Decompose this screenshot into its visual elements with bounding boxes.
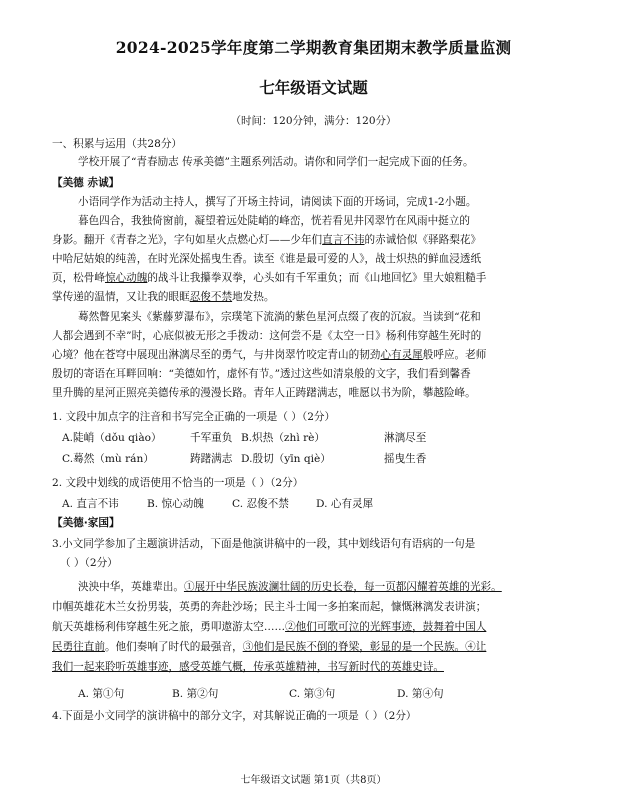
passage-line: 中哈尼姑娘的纯善，在时光深处摇曳生香。读至《谁是最可爱的人》，战士炽热的鲜血浸透纸 [52, 253, 482, 265]
page-footer: 七年级语文试题 第1页（共8页） [240, 775, 387, 786]
passage-text: 航天英雄杨利伟穿越生死之旅，勇叩遨游太空…… [52, 621, 286, 633]
q2-option-b: B. 惊心动魄 [147, 498, 204, 510]
passage-line [52, 662, 444, 673]
passage-text: 身影。翻开《青春之光》，字句如星火点燃心灯——少年们 [52, 234, 323, 246]
passage-text: 地发热。 [232, 291, 275, 303]
passage-line [52, 350, 486, 361]
passage-line [78, 582, 502, 593]
exam-meta: （时间：120分钟，满分：120分） [230, 115, 397, 127]
q2-option-a: A. 直言不讳 [62, 498, 119, 510]
section-intro: 学校开展了“青春励志 传承美德”主题系列活动。请你和同学们一起完成下面的任务。 [78, 156, 474, 168]
q1-option-c: C.蓦然（mù rán） [62, 453, 154, 465]
passage-line [52, 273, 486, 284]
passage-text: 的赤诚恰似《驿路梨花》 [364, 234, 482, 246]
q1-option-c-word: 踌躇满志 [190, 453, 233, 465]
passage-line [52, 292, 274, 303]
question-3-stem: 3.小文同学参加了主题演讲活动，下面是他演讲稿中的一段，其中划线语句有语病的一句是 [52, 538, 476, 550]
passage-text: 心境？他在苍穹中展现出淋漓尽至的勇气，与井岗翠竹咬定青山的韧劲 [52, 349, 381, 361]
q2-option-c: C. 忍俊不禁 [232, 498, 289, 510]
exam-subtitle: 七年级语文试题 [259, 78, 368, 97]
underlined-idiom: 惊心动魄 [104, 272, 148, 284]
passage-line [52, 642, 486, 653]
passage-line: 里升腾的星河正照亮美德传承的漫漫长路。青年人正踌躇满志，唯愿以书为阶，攀越险峰。 [52, 387, 476, 399]
underlined-sentence: 我们一起来聆听英雄事迹，感受英雄气概，传承英雄精神，书写新时代的英雄史诗。 [52, 661, 444, 673]
question-2-stem: 2. 文段中划线的成语使用不恰当的一项是（ ）（2分） [52, 477, 304, 489]
section-tag-family-country: 【美德·家国】 [52, 517, 120, 529]
passage-text: 的战斗让我攥拳双拳，心头如有千军重负；而《山地回忆》里大娘粗糙手 [147, 272, 487, 284]
passage-line: 人都会遇到不幸”时，心底似被无形之手拨动：这何尝不是《太空一日》杨利伟穿越生死时的 [52, 330, 482, 342]
underlined-sentence: ②他们可歌可泣的光辉事迹，鼓舞着中国人 [285, 621, 487, 633]
passage-line: 暮色四合，我独倚窗前，凝望着远处陡峭的峰峦，恍若看见井冈翠竹在风雨中挺立的 [78, 215, 470, 227]
q1-option-d: D.殷切（yīn qiè） [241, 453, 331, 465]
underlined-idiom: 忍俊不禁 [189, 291, 233, 303]
passage-line [52, 235, 481, 246]
passage-text: 掌传递的温情，又让我的眼眶 [52, 291, 190, 303]
passage-line [52, 622, 486, 633]
task-instruction: 小语同学作为活动主持人，撰写了开场主持词，请阅读下面的开场词，完成1-2小题。 [78, 196, 477, 208]
q1-option-a: A.陡峭（dǒu qiào） [62, 432, 162, 444]
exam-title: 2024-2025学年度第二学期教育集团期末教学质量监测 [115, 38, 512, 57]
question-1-stem: 1. 文段中加点字的注音和书写完全正确的一项是（ ）（2分） [52, 411, 336, 423]
underlined-idiom: 心有灵犀 [380, 349, 423, 361]
passage-line: 蓦然瞥见案头《紫藤萝瀑布》，宗璞笔下流淌的紫色星河点缀了夜的沉寂。当读到“花和 [78, 311, 481, 323]
q1-option-d-word: 摇曳生香 [384, 453, 427, 465]
section-heading: 一、积累与运用（共28分） [52, 138, 183, 150]
passage-line: 巾帼英雄花木兰女扮男装，英勇的奔赴沙场；民主斗士闻一多拍案而起，慷慨淋漓发表讲演； [52, 601, 487, 613]
question-4-stem: 4.下面是小文同学的演讲稿中的部分文字，对其解说正确的一项是（ ）（2分） [52, 710, 417, 722]
passage-text: 页，松骨峰 [52, 272, 105, 284]
q1-option-a-word: 淋漓尽至 [384, 432, 427, 444]
question-3-answer-slot: （ ）（2分） [60, 557, 118, 569]
passage-text: 泱泱中华，英雄辈出。 [78, 581, 184, 593]
q3-option-c: C. 第③句 [289, 688, 336, 700]
passage-text: 般呼应。老师 [422, 349, 487, 361]
q1-option-b: B.炽热（zhì rè） [241, 432, 326, 444]
passage-line: 殷切的寄语在耳畔回响：“美德如竹，虚怀有节。”透过这些如清泉般的文字，我们看到馨香 [52, 368, 471, 380]
q3-option-a: A. 第①句 [78, 688, 125, 700]
underlined-idiom: 直言不讳 [322, 234, 365, 246]
passage-text: 。他们奏响了时代的最强音， [104, 641, 243, 653]
underlined-sentence: ③他们是民族不倒的脊梁，彰显的是一个民族。④让 [242, 641, 487, 653]
q1-option-a-word: 千军重负 [190, 432, 233, 444]
q2-option-d: D. 心有灵犀 [316, 498, 374, 510]
underlined-sentence: ①展开中华民族波澜壮阔的历史长卷，每一页都闪耀着英雄的光彩。 [183, 581, 502, 593]
underlined-sentence: 民勇往直前 [52, 641, 105, 653]
q3-option-d: D. 第④句 [397, 688, 444, 700]
section-tag-sincerity: 【美德 赤诚】 [52, 177, 120, 189]
q3-option-b: B. 第②句 [172, 688, 219, 700]
